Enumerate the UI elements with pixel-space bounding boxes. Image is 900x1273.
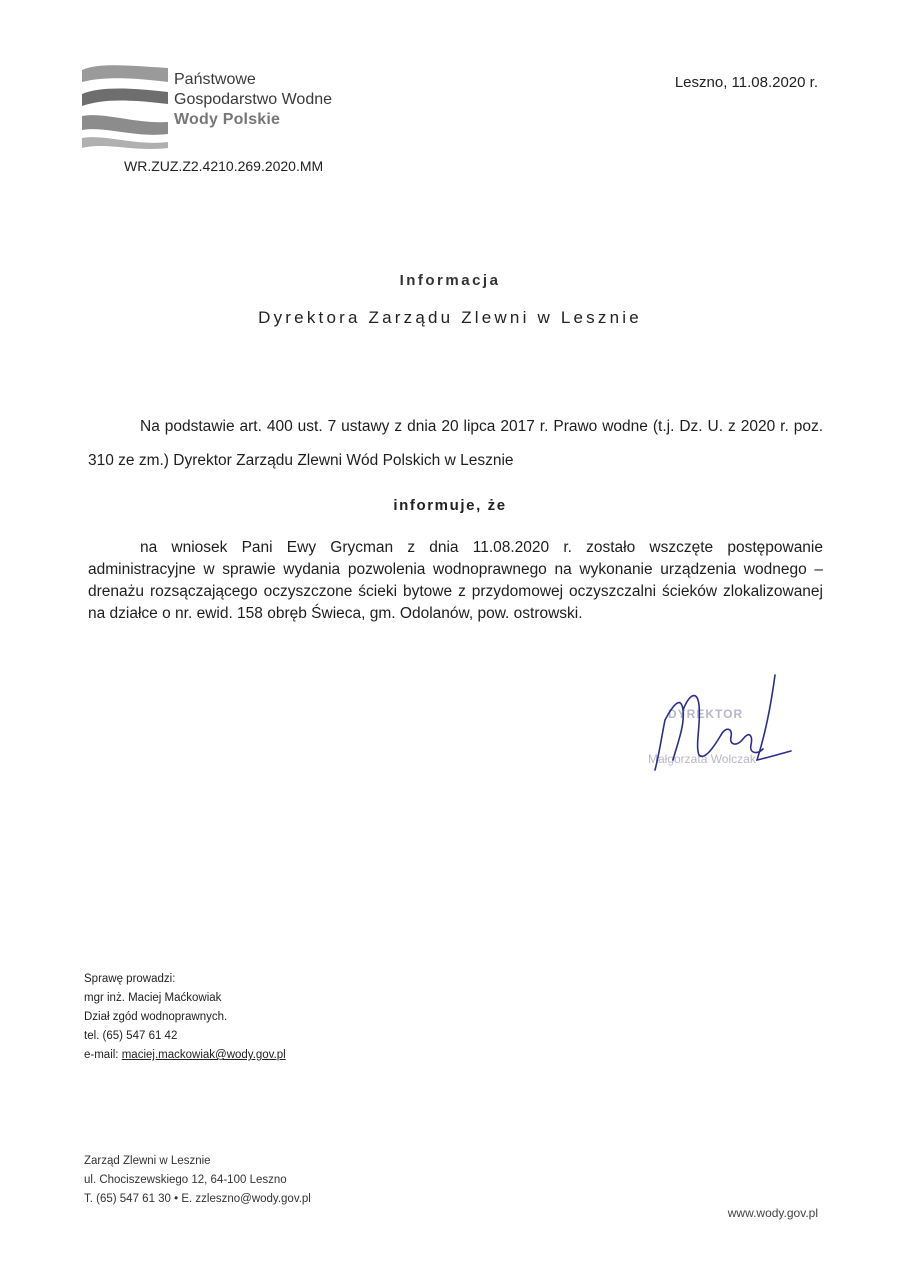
- document-subtitle: Dyrektora Zarządu Zlewni w Lesznie: [258, 308, 642, 327]
- reference-number: WR.ZUZ.Z2.4210.269.2020.MM: [124, 158, 324, 174]
- stamp-name: Małgorzata Wolczak: [648, 752, 756, 766]
- place-date: Leszno, 11.08.2020 r.: [674, 74, 818, 91]
- handler-name: mgr inż. Maciej Maćkowiak: [84, 992, 222, 1004]
- stamp-title: DYREKTOR: [668, 707, 744, 721]
- footer-street: ul. Chociszewskiego 12, 64-100 Leszno: [84, 1174, 287, 1186]
- footer-office: Zarząd Zlewni w Lesznie: [84, 1155, 211, 1167]
- email-label: e-mail:: [84, 1049, 119, 1061]
- wody-polskie-logo: [80, 62, 170, 150]
- handler-label: Sprawę prowadzi:: [84, 973, 176, 985]
- informs-heading: informuje, że: [393, 497, 507, 514]
- footer-address: [84, 1152, 311, 1209]
- website-link[interactable]: www.wody.gov.pl: [727, 1206, 818, 1220]
- legal-basis-paragraph: Na podstawie art. 400 ust. 7 ustawy z dnia 20 lipca 2017 r. Prawo wodne (t.j. Dz. U. z 2020 r. poz. 310 ze zm.) Dyrektor Zarządu Zlewni Wód Polskich w Lesznie: [88, 418, 823, 469]
- org-line-1: Państwowe: [174, 71, 256, 88]
- document-title: Informacja: [399, 272, 501, 289]
- handler-phone: tel. (65) 547 61 42: [84, 1030, 178, 1042]
- organization-name: [174, 70, 332, 130]
- case-handler-block: [84, 970, 286, 1065]
- handler-email-row: [84, 1046, 286, 1065]
- org-line-3: Wody Polskie: [174, 111, 281, 128]
- email-link[interactable]: maciej.mackowiak@wody.gov.pl: [121, 1049, 286, 1061]
- notice-paragraph: na wniosek Pani Ewy Grycman z dnia 11.08.2020 r. zostało wszczęte postępowanie administracyjne w sprawie wydania pozwolenia wodnoprawnego na wykonanie urządzenia wodnego – drenażu rozsączającego oczyszczone ścieki bytowe z przydomowej oczyszczalni ścieków zlokalizowanej na działce o nr. ewid. 158 obręb Świeca, gm. Odolanów, pow. ostrowski.: [88, 539, 823, 622]
- footer-phone-email: T. (65) 547 61 30 • E. zzleszno@wody.gov.pl: [84, 1193, 311, 1205]
- org-line-2: Gospodarstwo Wodne: [174, 91, 333, 108]
- handwritten-signature: [625, 665, 795, 780]
- handler-department: Dział zgód wodnoprawnych.: [84, 1011, 228, 1023]
